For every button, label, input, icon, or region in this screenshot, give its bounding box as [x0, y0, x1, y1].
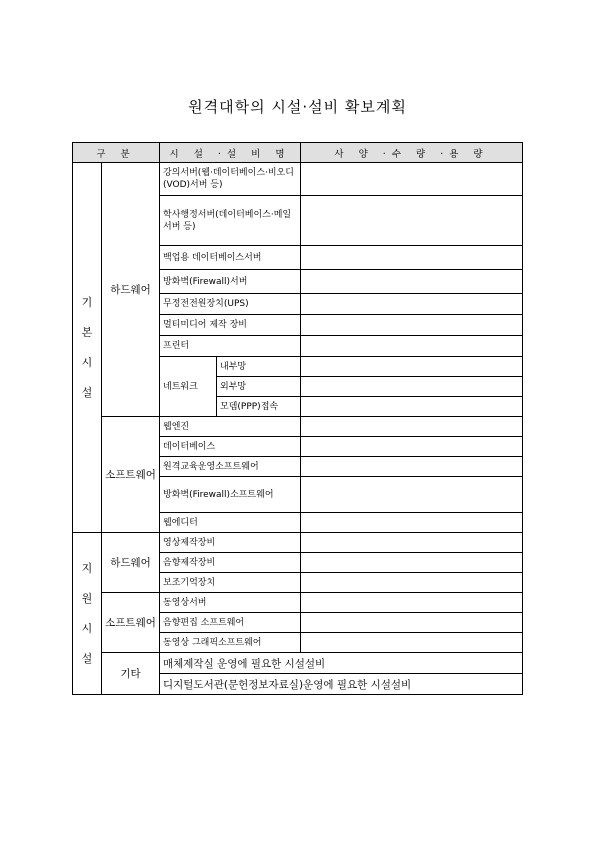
table-cell: 웹에디터	[160, 513, 301, 533]
table-cell: 모뎀(PPP)접속	[217, 397, 301, 417]
table-cell: 강의서버(웹·데이터베이스·비오디(VOD)서버 등)	[160, 163, 301, 196]
spec-cell	[301, 573, 523, 593]
spec-cell	[301, 437, 523, 457]
table-row	[73, 533, 523, 553]
table-row	[73, 593, 523, 613]
spec-cell	[301, 377, 523, 397]
table-cell: 디지털도서관(문헌정보자료실)운영에 필요한 시설설비	[160, 674, 523, 695]
table-cell: 방화벽(Firewall)서버	[160, 270, 301, 294]
spec-cell	[301, 477, 523, 513]
table-cell: 내부망	[217, 357, 301, 377]
spec-cell	[301, 163, 523, 196]
table-cell: 외부망	[217, 377, 301, 397]
header-spec: 사 양 ·수 량 ·용 량	[301, 143, 523, 163]
spec-cell	[301, 315, 523, 336]
support-hardware-label: 하드웨어	[102, 533, 160, 593]
table-cell: 동영상서버	[160, 593, 301, 613]
basic-software-label: 소프트웨어	[102, 417, 160, 533]
spec-cell	[301, 246, 523, 270]
spec-cell	[301, 336, 523, 357]
table-row	[73, 417, 523, 437]
facility-plan-table	[72, 142, 523, 695]
table-cell: 무정전전원장치(UPS)	[160, 294, 301, 315]
spec-cell	[301, 457, 523, 477]
spec-cell	[301, 417, 523, 437]
spec-cell	[301, 613, 523, 633]
network-label: 네트워크	[160, 357, 217, 417]
table-cell: 멀티미디어 제작 장비	[160, 315, 301, 336]
support-software-label: 소프트웨어	[102, 593, 160, 653]
basic-facility-label: 기 본 시 설	[73, 163, 102, 533]
table-cell: 영상제작장비	[160, 533, 301, 553]
table-header-row	[73, 143, 523, 163]
table-cell: 매체제작실 운영에 필요한 시설설비	[160, 653, 523, 674]
basic-hardware-label: 하드웨어	[102, 163, 160, 417]
table-cell: 보조기억장치	[160, 573, 301, 593]
spec-cell	[301, 397, 523, 417]
table-cell: 데이터베이스	[160, 437, 301, 457]
table-cell: 원격교육운영소프트웨어	[160, 457, 301, 477]
table-cell: 백업용 데이터베이스서버	[160, 246, 301, 270]
table-cell: 웹엔진	[160, 417, 301, 437]
spec-cell	[301, 513, 523, 533]
table-row	[73, 653, 523, 674]
table-row	[73, 163, 523, 196]
table-cell: 음향제작장비	[160, 553, 301, 573]
support-facility-label: 지 원 시 설	[73, 533, 102, 695]
spec-cell	[301, 294, 523, 315]
spec-cell	[301, 196, 523, 246]
table-cell: 방화벽(Firewall)소프트웨어	[160, 477, 301, 513]
table-cell: 학사행정서버(데이터베이스·메일서버 등)	[160, 196, 301, 246]
support-etc-label: 기타	[102, 653, 160, 695]
header-category: 구 분	[73, 143, 160, 163]
table-cell: 동영상 그래픽소프트웨어	[160, 633, 301, 653]
spec-cell	[301, 593, 523, 613]
spec-cell	[301, 553, 523, 573]
table-cell: 프린터	[160, 336, 301, 357]
header-name: 시 설 ·설 비 명	[160, 143, 301, 163]
table-cell: 음향편집 소프트웨어	[160, 613, 301, 633]
spec-cell	[301, 357, 523, 377]
page-title: 원격대학의 시설·설비 확보계획	[188, 98, 407, 116]
spec-cell	[301, 633, 523, 653]
spec-cell	[301, 533, 523, 553]
spec-cell	[301, 270, 523, 294]
